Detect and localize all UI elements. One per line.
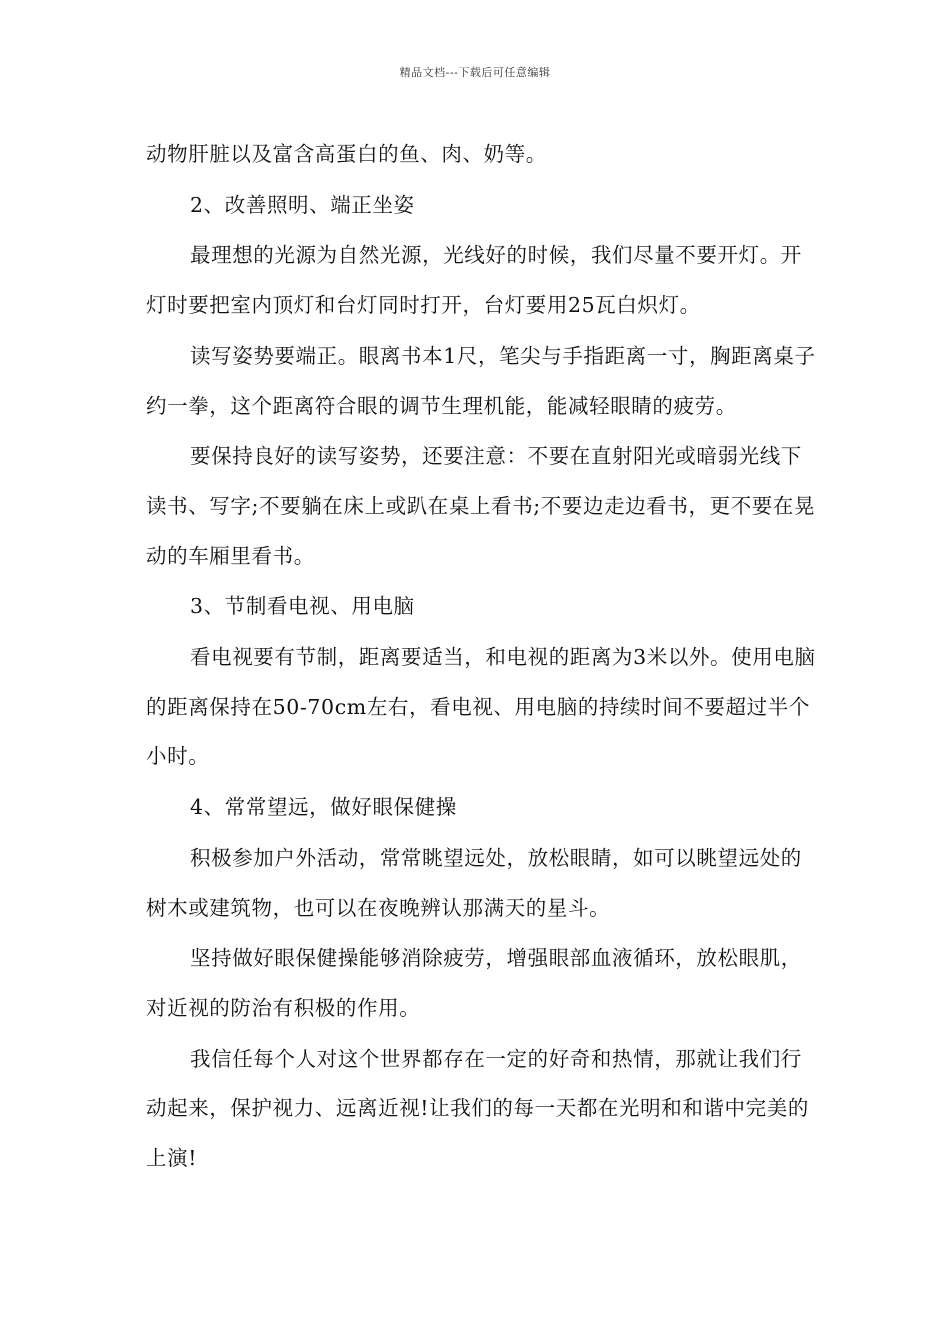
paragraph-1: 动物肝脏以及富含高蛋白的鱼、肉、奶等。 (146, 142, 547, 166)
section-heading-2: 2、改善照明、端正坐姿 (190, 192, 415, 217)
paragraph-5: 要保持良好的读写姿势，还要注意：不要在直射阳光或暗弱光线下读书、写字;不要躺在床上或趴在桌上看书;不要边走边看书，更不要在晃动的车厢里看书。 (146, 444, 816, 568)
paragraph-7: 看电视要有节制，距离要适当，和电视的距离为3米以外。使用电脑的距离保持在50-70cm左右，看电视、用电脑的持续时间不要超过半个小时。 (146, 645, 816, 769)
paragraph-3: 最理想的光源为自然光源，光线好的时候，我们尽量不要开灯。开灯时要把室内顶灯和台灯同时打开，台灯要用25瓦白炽灯。 (146, 243, 802, 318)
paragraph-9: 积极参加户外活动，常常眺望远处，放松眼睛，如可以眺望远处的树木或建筑物，也可以在夜晚辨认那满天的星斗。 (146, 845, 802, 920)
page-header: 精品文档---下载后可任意编辑 (399, 66, 551, 79)
paragraph-11: 我信任每个人对这个世界都存在一定的好奇和热情，那就让我们行动起来，保护视力、远离近视!让我们的每一天都在光明和和谐中完美的上演! (146, 1046, 809, 1171)
document-body (146, 130, 818, 1185)
paragraph-10: 坚持做好眼保健操能够消除疲劳，增强眼部血液循环，放松眼肌，对近视的防治有积极的作用。 (146, 946, 802, 1020)
section-heading-3: 3、节制看电视、用电脑 (190, 594, 415, 619)
section-heading-4: 4、常常望远，做好眼保健操 (190, 795, 457, 820)
paragraph-4: 读写姿势要端正。眼离书本1尺，笔尖与手指距离一寸，胸距离桌子约一拳，这个距离符合眼的调节生理机能，能减轻眼睛的疲劳。 (146, 343, 816, 418)
